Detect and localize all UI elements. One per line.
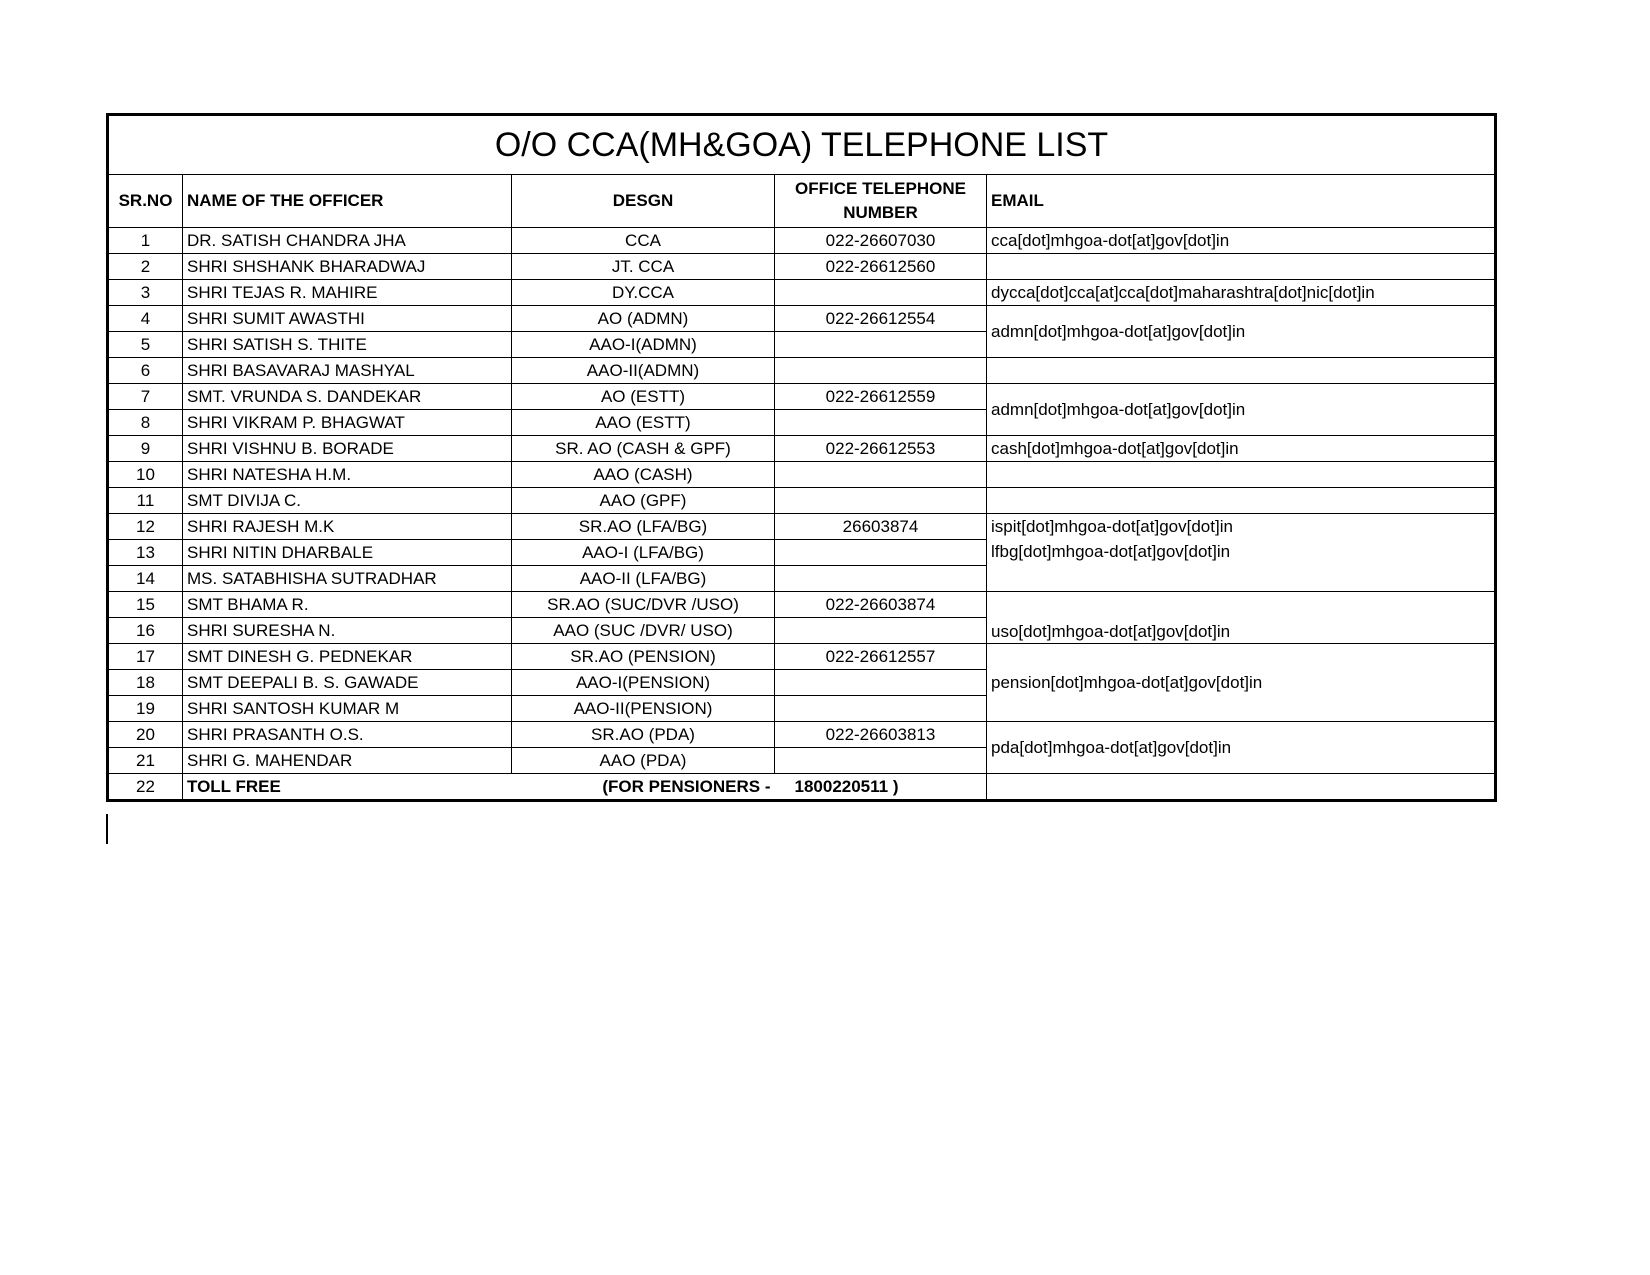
phone-cell <box>775 748 987 774</box>
email-cell: pda[dot]mhgoa-dot[at]gov[dot]in <box>987 722 1496 774</box>
officer-name-cell: SHRI SANTOSH KUMAR M <box>183 696 512 722</box>
designation-cell: SR.AO (SUC/DVR /USO) <box>512 592 775 618</box>
header-sr-no: SR.NO <box>108 175 183 228</box>
table-row <box>108 254 1496 280</box>
email-cell: dycca[dot]cca[at]cca[dot]maharashtra[dot]nic[dot]in <box>987 280 1496 306</box>
designation-cell: DY.CCA <box>512 280 775 306</box>
designation-cell: AAO-I (LFA/BG) <box>512 540 775 566</box>
phone-cell <box>775 280 987 306</box>
sr-no-cell: 12 <box>108 514 183 540</box>
designation-cell: AAO (PDA) <box>512 748 775 774</box>
table-row <box>108 722 1496 748</box>
officer-name-cell: SHRI TEJAS R. MAHIRE <box>183 280 512 306</box>
sr-no-cell: 5 <box>108 332 183 358</box>
sr-no-cell: 11 <box>108 488 183 514</box>
phone-cell: 022-26612560 <box>775 254 987 280</box>
phone-cell <box>775 566 987 592</box>
telephone-list-sheet <box>106 113 1497 802</box>
email-cell <box>987 774 1496 801</box>
phone-cell <box>775 670 987 696</box>
table-row <box>108 280 1496 306</box>
email-cell <box>987 514 1496 592</box>
officer-name-cell: SMT DEEPALI B. S. GAWADE <box>183 670 512 696</box>
sr-no-cell: 6 <box>108 358 183 384</box>
phone-cell <box>775 488 987 514</box>
officer-name-cell: DR. SATISH CHANDRA JHA <box>183 228 512 254</box>
sr-no-cell: 21 <box>108 748 183 774</box>
officer-name-cell: SHRI RAJESH M.K <box>183 514 512 540</box>
designation-cell: SR. AO (CASH & GPF) <box>512 436 775 462</box>
phone-cell <box>775 332 987 358</box>
officer-name-cell: SHRI SUMIT AWASTHI <box>183 306 512 332</box>
officer-name-cell: SHRI SURESHA N. <box>183 618 512 644</box>
officer-name-cell: SHRI VIKRAM P. BHAGWAT <box>183 410 512 436</box>
sr-no-cell: 4 <box>108 306 183 332</box>
designation-cell: AAO (CASH) <box>512 462 775 488</box>
sr-no-cell: 16 <box>108 618 183 644</box>
sr-no-cell: 2 <box>108 254 183 280</box>
header-row <box>108 175 1496 228</box>
sr-no-cell: 10 <box>108 462 183 488</box>
designation-cell: AAO-II (LFA/BG) <box>512 566 775 592</box>
officer-name-cell: MS. SATABHISHA SUTRADHAR <box>183 566 512 592</box>
officer-name-cell: SHRI G. MAHENDAR <box>183 748 512 774</box>
table-row <box>108 384 1496 410</box>
header-desgn: DESGN <box>512 175 775 228</box>
table-row <box>108 306 1496 332</box>
designation-cell: CCA <box>512 228 775 254</box>
designation-cell: SR.AO (PENSION) <box>512 644 775 670</box>
designation-cell: AAO-II(ADMN) <box>512 358 775 384</box>
sr-no-cell: 7 <box>108 384 183 410</box>
phone-cell: 022-26612553 <box>775 436 987 462</box>
sheet-edge-line <box>106 814 108 844</box>
designation-cell: AO (ESTT) <box>512 384 775 410</box>
designation-cell: AAO-I(PENSION) <box>512 670 775 696</box>
officer-name-cell: SHRI VISHNU B. BORADE <box>183 436 512 462</box>
designation-cell: AAO-II(PENSION) <box>512 696 775 722</box>
table-row <box>108 462 1496 488</box>
table-row <box>108 358 1496 384</box>
officer-name-cell: SHRI NATESHA H.M. <box>183 462 512 488</box>
designation-cell: JT. CCA <box>512 254 775 280</box>
sr-no-cell: 17 <box>108 644 183 670</box>
phone-cell <box>775 696 987 722</box>
sr-no-cell: 1 <box>108 228 183 254</box>
email-cell <box>987 462 1496 488</box>
sr-no-cell: 22 <box>108 774 183 801</box>
phone-cell: 022-26612554 <box>775 306 987 332</box>
email-cell: cca[dot]mhgoa-dot[at]gov[dot]in <box>987 228 1496 254</box>
phone-cell <box>775 618 987 644</box>
officer-name-cell: SMT DIVIJA C. <box>183 488 512 514</box>
sr-no-cell: 18 <box>108 670 183 696</box>
email-cell: admn[dot]mhgoa-dot[at]gov[dot]in <box>987 384 1496 436</box>
toll-free-for-pensioners: (FOR PENSIONERS - <box>512 774 775 801</box>
email-cell <box>987 358 1496 384</box>
table-row <box>108 488 1496 514</box>
phone-cell <box>775 540 987 566</box>
phone-cell: 022-26612559 <box>775 384 987 410</box>
table-row <box>108 228 1496 254</box>
phone-cell: 26603874 <box>775 514 987 540</box>
officer-name-cell: SMT. VRUNDA S. DANDEKAR <box>183 384 512 410</box>
toll-free-number: 1800220511 ) <box>775 774 987 801</box>
phone-cell <box>775 358 987 384</box>
header-email: EMAIL <box>987 175 1496 228</box>
officer-name-cell: SHRI SATISH S. THITE <box>183 332 512 358</box>
designation-cell: AAO (GPF) <box>512 488 775 514</box>
sr-no-cell: 9 <box>108 436 183 462</box>
header-phone: OFFICE TELEPHONE NUMBER <box>775 175 987 228</box>
phone-cell: 022-26612557 <box>775 644 987 670</box>
phone-cell: 022-26603874 <box>775 592 987 618</box>
phone-cell <box>775 462 987 488</box>
phone-cell: 022-26603813 <box>775 722 987 748</box>
email-cell: pension[dot]mhgoa-dot[at]gov[dot]in <box>987 644 1496 722</box>
page-title: O/O CCA(MH&GOA) TELEPHONE LIST <box>108 115 1496 175</box>
designation-cell: AAO (SUC /DVR/ USO) <box>512 618 775 644</box>
table-row <box>108 436 1496 462</box>
phone-cell: 022-26607030 <box>775 228 987 254</box>
officer-name-cell: SHRI SHSHANK BHARADWAJ <box>183 254 512 280</box>
email-cell <box>987 254 1496 280</box>
table-row <box>108 644 1496 670</box>
email-cell: admn[dot]mhgoa-dot[at]gov[dot]in <box>987 306 1496 358</box>
phone-cell <box>775 410 987 436</box>
toll-free-label: TOLL FREE <box>183 774 512 801</box>
email-cell <box>987 488 1496 514</box>
email-cell: cash[dot]mhgoa-dot[at]gov[dot]in <box>987 436 1496 462</box>
designation-cell: AO (ADMN) <box>512 306 775 332</box>
sr-no-cell: 14 <box>108 566 183 592</box>
officer-name-cell: SHRI PRASANTH O.S. <box>183 722 512 748</box>
sr-no-cell: 15 <box>108 592 183 618</box>
sr-no-cell: 8 <box>108 410 183 436</box>
sr-no-cell: 3 <box>108 280 183 306</box>
designation-cell: AAO (ESTT) <box>512 410 775 436</box>
officer-name-cell: SMT DINESH G. PEDNEKAR <box>183 644 512 670</box>
designation-cell: SR.AO (LFA/BG) <box>512 514 775 540</box>
table-row <box>108 592 1496 618</box>
email-ispit: ispit[dot]mhgoa-dot[at]gov[dot]in <box>991 517 1233 536</box>
sr-no-cell: 20 <box>108 722 183 748</box>
email-lfbg: lfbg[dot]mhgoa-dot[at]gov[dot]in <box>991 542 1231 561</box>
designation-cell: AAO-I(ADMN) <box>512 332 775 358</box>
sr-no-cell: 13 <box>108 540 183 566</box>
officer-name-cell: SHRI NITIN DHARBALE <box>183 540 512 566</box>
toll-free-row <box>108 774 1496 801</box>
sr-no-cell: 19 <box>108 696 183 722</box>
email-cell: uso[dot]mhgoa-dot[at]gov[dot]in <box>987 592 1496 644</box>
officer-name-cell: SHRI BASAVARAJ MASHYAL <box>183 358 512 384</box>
designation-cell: SR.AO (PDA) <box>512 722 775 748</box>
header-name: NAME OF THE OFFICER <box>183 175 512 228</box>
officer-name-cell: SMT BHAMA R. <box>183 592 512 618</box>
table-row <box>108 514 1496 540</box>
telephone-list-table <box>106 113 1497 802</box>
